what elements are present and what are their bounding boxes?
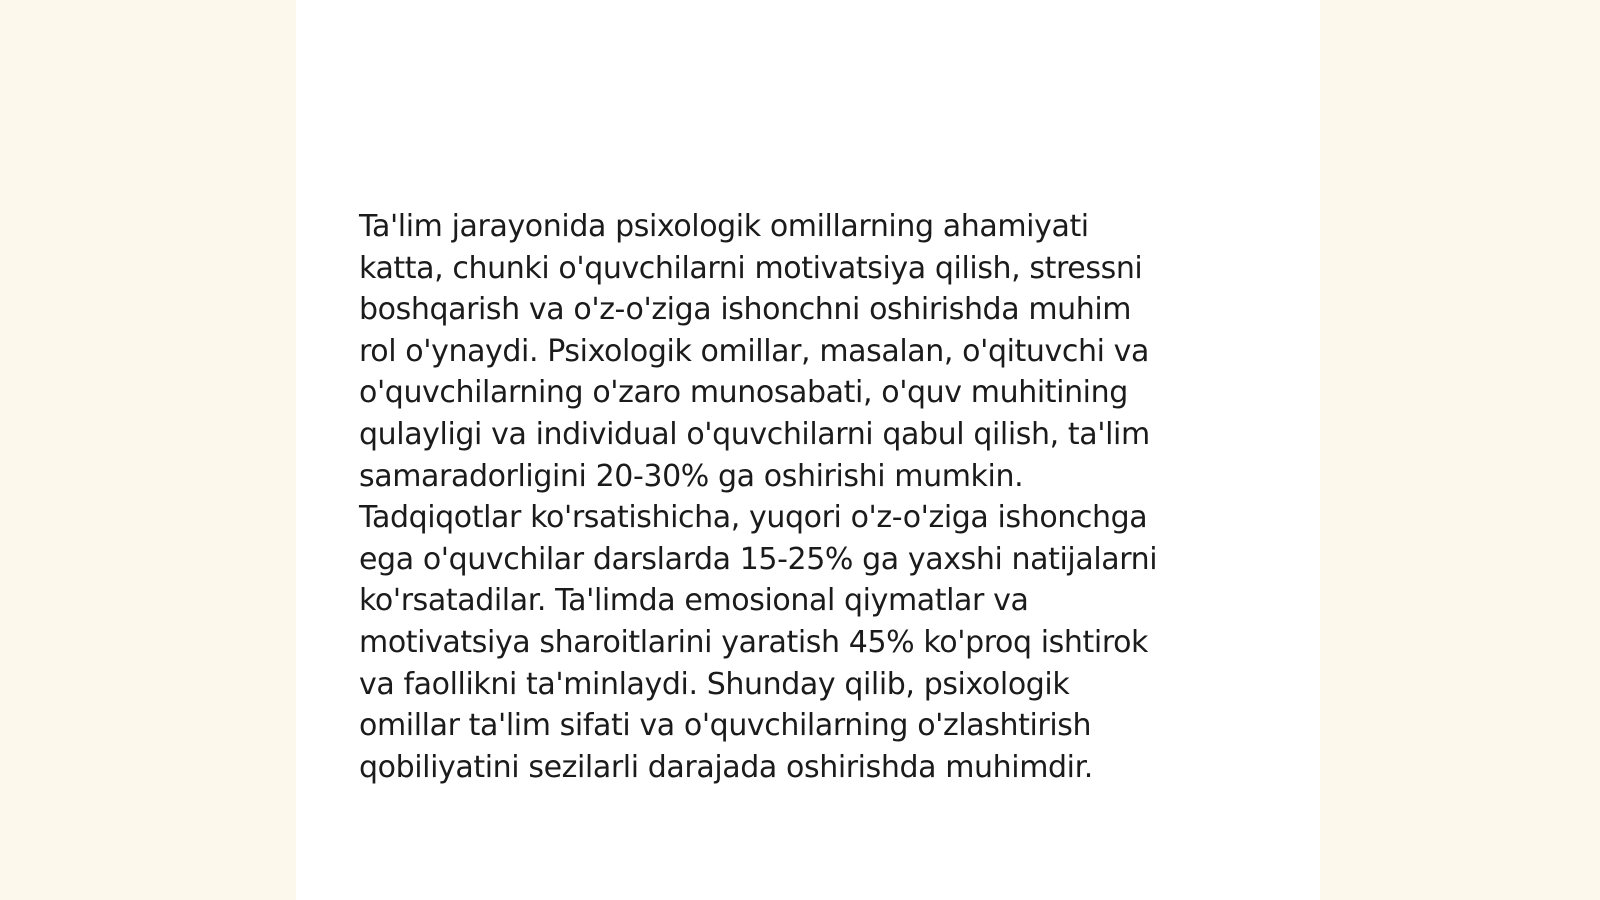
paragraph-line: o'quvchilarning o'zaro munosabati, o'quv muhitining	[359, 375, 1128, 411]
paragraph-line: ko'rsatadilar. Ta'limda emosional qiymatlar va	[359, 583, 1029, 619]
paragraph-line: samaradorligini 20-30% ga oshirishi mumkin.	[359, 458, 1024, 494]
paragraph-line: qobiliyatini sezilarli darajada oshirishda muhimdir.	[359, 749, 1093, 785]
paragraph-line: rol o'ynaydi. Psixologik omillar, masalan, o'qituvchi va	[359, 333, 1149, 369]
paragraph-line: omillar ta'lim sifati va o'quvchilarning o'zlashtirish	[359, 708, 1092, 744]
paragraph-line: Ta'lim jarayonida psixologik omillarning ahamiyati	[359, 209, 1089, 244]
slide-page	[296, 0, 1320, 900]
paragraph-line: qulayligi va individual o'quvchilarni qabul qilish, ta'lim	[359, 416, 1150, 452]
paragraph-line: motivatsiya sharoitlarini yaratish 45% ko'proq ishtirok	[359, 624, 1149, 660]
paragraph-line: va faollikni ta'minlaydi. Shunday qilib, psixologik	[359, 666, 1070, 702]
paragraph-line: Tadqiqotlar ko'rsatishicha, yuqori o'z-o'ziga ishonchga	[359, 500, 1148, 536]
paragraph-line: boshqarish va o'z-o'ziga ishonchni oshirishda muhim	[359, 292, 1132, 328]
paragraph-line: ega o'quvchilar darslarda 15-25% ga yaxshi natijalarni	[359, 541, 1158, 577]
paragraph-line: katta, chunki o'quvchilarni motivatsiya qilish, stressni	[359, 250, 1143, 286]
slide-paragraph	[359, 206, 1259, 788]
